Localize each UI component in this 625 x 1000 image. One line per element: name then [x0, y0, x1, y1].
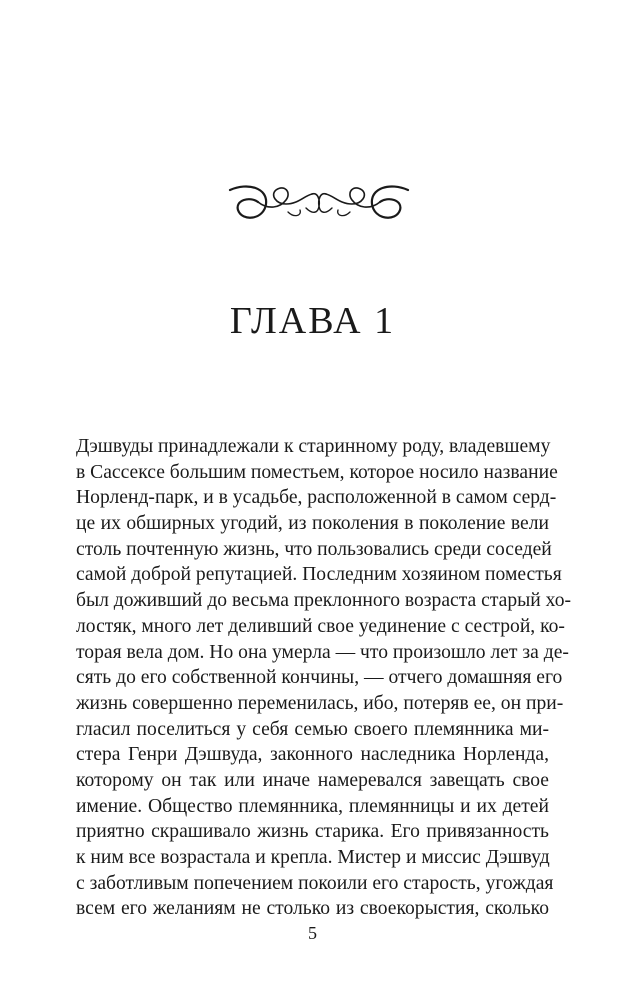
- text-line: всем его желаниям не столько из своекорыстия, сколько: [76, 898, 549, 920]
- text-line: столь почтенную жизнь, что пользовались среди соседей: [76, 538, 552, 560]
- text-line: к ним все возрастала и крепла. Мистер и миссис Дэшвуд: [76, 847, 550, 868]
- text-line: Норленд-парк, и в усадьбе, расположенной в самом серд-: [76, 487, 557, 509]
- text-line: с заботливым попечением покоили его старость, угождая: [76, 872, 554, 894]
- text-line: Дэшвуды принадлежали к старинному роду, владевшему: [76, 436, 551, 457]
- text-line: в Сассексе большим поместьем, которое носило название: [76, 461, 558, 483]
- text-line: приятно скрашивало жизнь старика. Его привязанность: [76, 821, 549, 843]
- chapter-body-paragraph: [76, 434, 572, 922]
- text-line: самой доброй репутацией. Последним хозяином поместья: [76, 564, 562, 586]
- text-line: гласил поселиться у себя семью своего племянника ми-: [76, 718, 549, 740]
- text-line: стера Генри Дэшвуда, законного наследника Норленда,: [76, 744, 549, 766]
- page-number: 5: [308, 923, 317, 943]
- text-line: сять до его собственной кончины, — отчего домашняя его: [76, 667, 563, 689]
- text-line: которому он так или иначе намеревался завещать свое: [76, 769, 549, 791]
- chapter-title: ГЛАВА 1: [229, 300, 396, 342]
- decorative-flourish-icon: [228, 178, 410, 228]
- text-line: лостяк, много лет деливший свое уединение с сестрой, ко-: [76, 615, 565, 637]
- text-line: жизнь совершенно переменилась, ибо, потеряв ее, он при-: [76, 692, 564, 714]
- text-line: це их обширных угодий, из поколения в поколение вели: [76, 513, 549, 535]
- text-line: был доживший до весьма преклонного возраста старый хо-: [76, 590, 572, 612]
- text-line: имение. Общество племянника, племянницы и их детей: [76, 795, 549, 817]
- text-line: торая вела дом. Но она умерла — что произошло лет за де-: [76, 641, 569, 663]
